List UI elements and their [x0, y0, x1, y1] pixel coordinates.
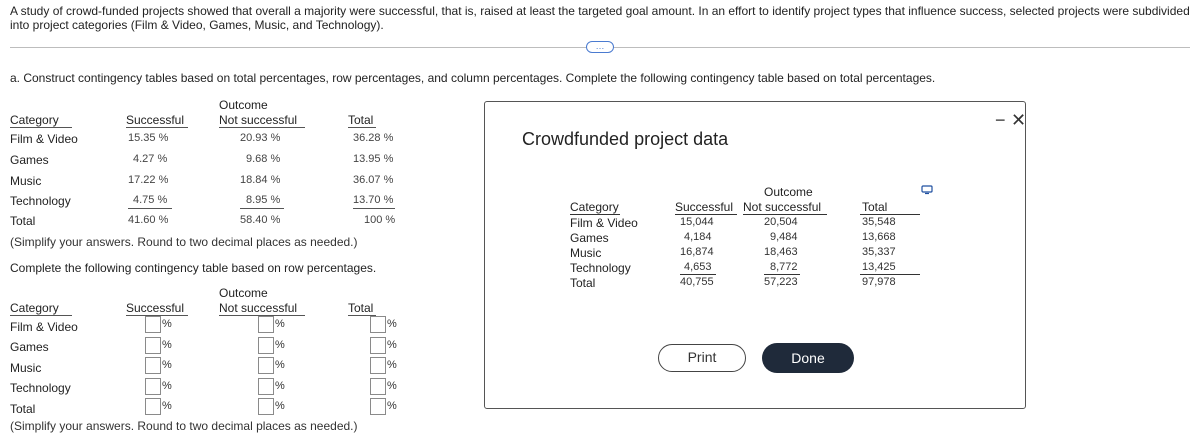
successful-input[interactable]: [145, 316, 161, 333]
table-cell: 4.27 %: [133, 153, 168, 165]
row-label: Games: [10, 153, 49, 167]
total-header: Total: [348, 113, 374, 127]
table-cell: 36.07 %: [353, 174, 394, 186]
percent-sign: %: [387, 339, 397, 351]
total-rule: [240, 208, 284, 209]
header-rule: [348, 127, 376, 128]
question-a: a. Construct contingency tables based on total percentages, row percentages, and column percentages. Complete the following contingency table based on total percentages.: [10, 71, 936, 85]
outcome-header: Outcome: [219, 98, 268, 112]
table-cell: 18,463: [764, 246, 798, 258]
total-input[interactable]: [370, 357, 386, 374]
problem-intro: A study of crowd-funded projects showed that overall a majority were successful, that is, raised at least the targeted goal amount. In an effort to identify project types that influence success, selected projects were subdivided into project categories (Film & Video, Games, Music, and Technology).: [10, 4, 1190, 32]
percent-sign: %: [162, 380, 172, 392]
total-header: Total: [862, 200, 888, 214]
table-cell: 17.22 %: [128, 174, 169, 186]
percent-sign: %: [275, 339, 285, 351]
header-rule: [860, 214, 920, 215]
outcome-header: Outcome: [764, 185, 813, 199]
table-cell: 18.84 %: [240, 174, 281, 186]
total-header: Total: [348, 301, 374, 315]
table-cell: 58.40 %: [240, 214, 281, 226]
table-cell: 4.75 %: [133, 194, 168, 206]
row-label: Music: [570, 246, 602, 260]
total-input[interactable]: [370, 316, 386, 333]
header-rule: [743, 214, 827, 215]
table-cell: 100 %: [364, 214, 396, 226]
outcome-header: Outcome: [219, 286, 268, 300]
minimize-icon[interactable]: −: [995, 110, 1006, 130]
category-header: Category: [10, 301, 59, 315]
percent-sign: %: [387, 318, 397, 330]
total-rule: [764, 274, 800, 275]
table-cell: 15.35 %: [128, 132, 169, 144]
table-cell: 41.60 %: [128, 214, 169, 226]
header-rule: [10, 315, 72, 316]
copy-icon[interactable]: [921, 185, 933, 195]
header-rule: [570, 214, 620, 215]
header-rule: [675, 214, 737, 215]
table-cell: 35,548: [862, 216, 896, 228]
row-label: Games: [10, 340, 49, 354]
successful-header: Successful: [126, 301, 185, 315]
table-cell: 36.28 %: [353, 132, 394, 144]
total-rule: [680, 274, 716, 275]
category-header: Category: [570, 200, 619, 214]
successful-input[interactable]: [145, 337, 161, 354]
row-label: Games: [570, 231, 609, 245]
percent-sign: %: [275, 400, 285, 412]
table-cell: 13,425: [862, 261, 896, 273]
rounding-note: (Simplify your answers. Round to two decimal places as needed.): [10, 235, 358, 249]
table-cell: 35,337: [862, 246, 896, 258]
table-cell: 9,484: [770, 231, 798, 243]
header-rule: [126, 127, 188, 128]
successful-header: Successful: [675, 200, 734, 214]
table-cell: 13.95 %: [353, 153, 394, 165]
table-cell: 20.93 %: [240, 132, 281, 144]
total-rule: [860, 274, 920, 275]
table-cell: 20,504: [764, 216, 798, 228]
not-successful-input[interactable]: [258, 316, 274, 333]
not-successful-header: Not successful: [219, 113, 298, 127]
successful-input[interactable]: [145, 378, 161, 395]
row-label: Total: [10, 402, 36, 416]
row-percentages-prompt: Complete the following contingency table based on row percentages.: [10, 261, 377, 275]
successful-input[interactable]: [145, 398, 161, 415]
percent-sign: %: [162, 318, 172, 330]
row-label: Total: [10, 214, 36, 228]
not-successful-header: Not successful: [219, 301, 298, 315]
table-cell: 40,755: [680, 276, 714, 288]
table-cell: 13.70 %: [353, 194, 394, 206]
row-label: Technology: [10, 381, 71, 395]
percent-sign: %: [162, 339, 172, 351]
row-label: Total: [570, 276, 596, 290]
popup-title: Crowdfunded project data: [522, 129, 729, 149]
percent-sign: %: [275, 359, 285, 371]
table-cell: 8.95 %: [246, 194, 281, 206]
row-label: Technology: [10, 194, 71, 208]
percent-sign: %: [387, 380, 397, 392]
row-label: Technology: [570, 261, 631, 275]
percent-sign: %: [387, 359, 397, 371]
row-label: Music: [10, 174, 42, 188]
table-cell: 15,044: [680, 216, 714, 228]
header-rule: [10, 127, 72, 128]
row-label: Film & Video: [570, 216, 638, 230]
percent-sign: %: [162, 400, 172, 412]
table-cell: 57,223: [764, 276, 798, 288]
row-label: Film & Video: [10, 320, 78, 334]
total-input[interactable]: [370, 398, 386, 415]
not-successful-header: Not successful: [743, 200, 822, 214]
total-input[interactable]: [370, 378, 386, 395]
table-cell: 4,184: [684, 231, 712, 243]
table-cell: 8,772: [770, 261, 798, 273]
close-icon[interactable]: ✕: [1011, 110, 1027, 130]
percent-sign: %: [275, 380, 285, 392]
table-cell: 97,978: [862, 276, 896, 288]
not-successful-input[interactable]: [258, 398, 274, 415]
total-input[interactable]: [370, 337, 386, 354]
successful-input[interactable]: [145, 357, 161, 374]
category-header: Category: [10, 113, 59, 127]
row-label: Music: [10, 361, 42, 375]
table-cell: 9.68 %: [246, 153, 281, 165]
rounding-note: (Simplify your answers. Round to two decimal places as needed.): [10, 419, 358, 433]
print-button[interactable]: Print: [658, 344, 746, 372]
total-rule: [353, 208, 395, 209]
total-rule: [128, 208, 172, 209]
not-successful-input[interactable]: [258, 337, 274, 354]
header-rule: [219, 127, 305, 128]
percent-sign: %: [387, 400, 397, 412]
table-cell: 16,874: [680, 246, 714, 258]
expand-dots-button[interactable]: …: [586, 41, 614, 53]
table-cell: 4,653: [684, 261, 712, 273]
not-successful-input[interactable]: [258, 357, 274, 374]
row-label: Film & Video: [10, 132, 78, 146]
percent-sign: %: [275, 318, 285, 330]
not-successful-input[interactable]: [258, 378, 274, 395]
done-button[interactable]: Done: [762, 343, 854, 373]
table-cell: 13,668: [862, 231, 896, 243]
percent-sign: %: [162, 359, 172, 371]
successful-header: Successful: [126, 113, 185, 127]
